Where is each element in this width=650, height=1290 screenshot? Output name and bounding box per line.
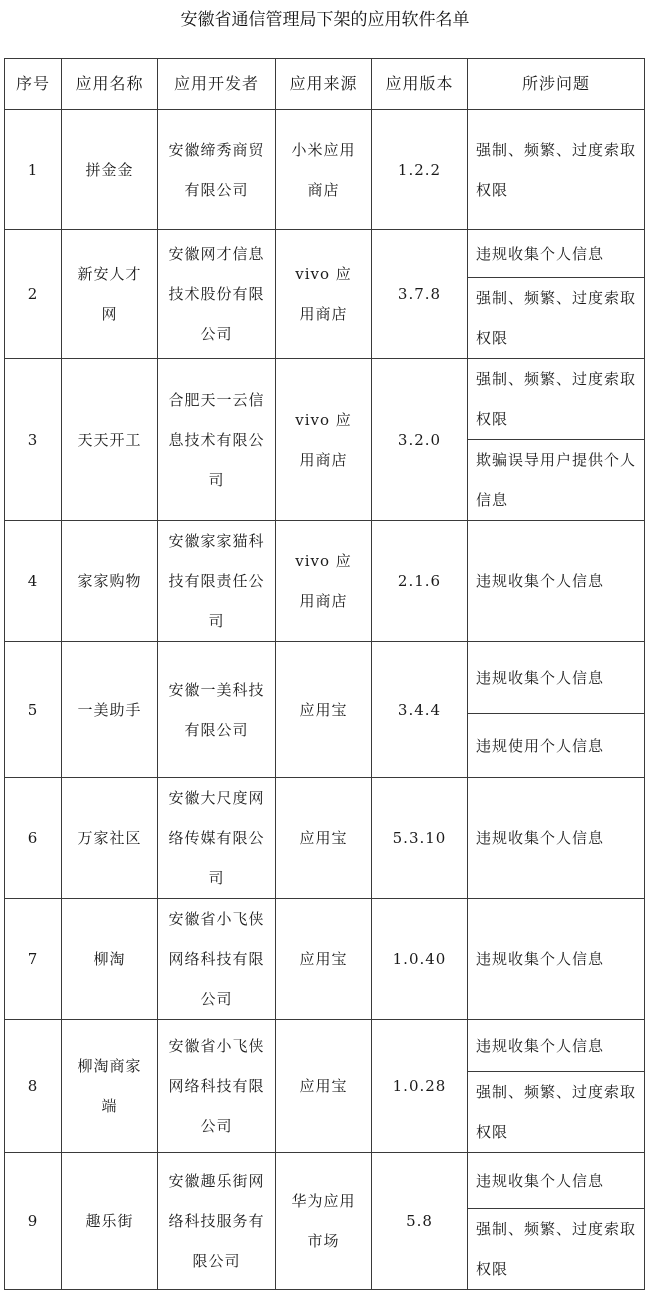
row-version (372, 521, 468, 642)
row-issue (468, 1209, 645, 1290)
row-developer-text: 安徽一美科技有限公司 (168, 680, 265, 739)
row-version (372, 1153, 468, 1290)
row-issue (468, 1020, 645, 1072)
row-developer-text: 合肥天一云信息技术有限公司 (168, 390, 265, 489)
row-issue-text: 违规收集个人信息 (476, 668, 605, 687)
row-issue-text: 强制、频繁、过度索取权限 (476, 289, 637, 347)
row-version-text: 3.4.4 (397, 700, 442, 719)
row-app-name (62, 230, 158, 359)
row-app-name (62, 899, 158, 1020)
row-issue (468, 642, 645, 714)
header-app-name: 应用名称 (62, 59, 158, 110)
row-seq-text: 7 (27, 950, 39, 968)
table-row (5, 899, 645, 1020)
row-source (276, 778, 372, 899)
row-seq-text: 9 (27, 1212, 39, 1230)
header-issues: 所涉问题 (468, 59, 645, 110)
row-seq (5, 899, 62, 1020)
header-version: 应用版本 (372, 59, 468, 110)
row-app-name (62, 521, 158, 642)
row-app-name-text: 新安人才网 (77, 265, 142, 323)
row-app-name-text: 柳淘商家端 (77, 1057, 142, 1115)
row-developer (158, 899, 276, 1020)
row-source (276, 899, 372, 1020)
header-seq: 序号 (5, 59, 62, 110)
row-version (372, 1020, 468, 1153)
row-source-text: 应用宝 (299, 700, 348, 719)
row-developer (158, 230, 276, 359)
row-seq-text: 6 (27, 829, 39, 847)
row-issue (468, 1072, 645, 1153)
table-body (5, 110, 645, 1290)
row-version-text: 1.2.2 (397, 160, 442, 179)
row-seq (5, 359, 62, 521)
row-version-text: 5.3.10 (392, 829, 447, 847)
row-source (276, 642, 372, 778)
row-app-name-text: 趣乐街 (85, 1212, 134, 1230)
row-app-name-text: 天天开工 (77, 430, 142, 449)
row-issue (468, 521, 645, 642)
app-list-table (4, 58, 645, 1290)
row-seq-text: 8 (27, 1077, 39, 1095)
row-issue-text: 违规收集个人信息 (476, 1171, 605, 1190)
row-source-text: 华为应用市场 (291, 1192, 356, 1250)
header-source: 应用来源 (276, 59, 372, 110)
row-seq (5, 521, 62, 642)
row-version (372, 899, 468, 1020)
row-source-text: 应用宝 (299, 950, 348, 968)
row-issue (468, 440, 645, 521)
row-issue-text: 违规收集个人信息 (476, 572, 605, 590)
row-seq (5, 778, 62, 899)
row-version-text: 2.1.6 (397, 572, 442, 590)
row-developer (158, 1020, 276, 1153)
row-seq-text: 2 (27, 285, 39, 303)
table-row (5, 521, 645, 642)
row-seq (5, 642, 62, 778)
row-developer-text: 安徽网才信息技术股份有限公司 (168, 245, 265, 343)
row-developer-text: 安徽大尺度网络传媒有限公司 (168, 789, 265, 887)
row-app-name-text: 拼金金 (85, 160, 134, 179)
row-seq-text: 3 (27, 430, 39, 449)
row-seq-text: 5 (27, 700, 39, 719)
row-developer-text: 安徽省小飞侠网络科技有限公司 (168, 910, 265, 1008)
row-developer-text: 安徽趣乐街网络科技服务有限公司 (168, 1172, 265, 1270)
row-developer (158, 359, 276, 521)
row-seq-text: 4 (27, 572, 39, 590)
row-seq (5, 110, 62, 230)
row-issue-text: 强制、频繁、过度索取权限 (476, 1083, 637, 1141)
row-source (276, 230, 372, 359)
row-version (372, 230, 468, 359)
table-row (5, 359, 645, 440)
row-source (276, 521, 372, 642)
row-developer-text: 安徽家家猫科技有限责任公司 (168, 532, 265, 630)
table-row (5, 230, 645, 278)
row-version-text: 1.0.40 (392, 950, 447, 968)
row-source (276, 1020, 372, 1153)
row-issue-text: 强制、频繁、过度索取权限 (476, 140, 637, 199)
row-issue (468, 1153, 645, 1209)
row-version (372, 110, 468, 230)
row-issue-text: 违规收集个人信息 (476, 244, 605, 263)
row-seq (5, 230, 62, 359)
table-row (5, 1020, 645, 1072)
row-app-name-text: 柳淘 (93, 950, 126, 968)
row-issue-text: 强制、频繁、过度索取权限 (476, 1220, 637, 1278)
row-version (372, 642, 468, 778)
row-issue-text: 违规使用个人信息 (476, 736, 605, 755)
row-app-name-text: 一美助手 (77, 700, 142, 719)
row-issue (468, 359, 645, 440)
row-app-name (62, 1153, 158, 1290)
row-issue-text: 违规收集个人信息 (476, 1036, 605, 1055)
row-version-text: 3.2.0 (397, 430, 442, 449)
table-row (5, 1153, 645, 1209)
row-source-text: 小米应用商店 (291, 140, 356, 199)
row-issue (468, 110, 645, 230)
table-row (5, 642, 645, 714)
row-issue-text: 违规收集个人信息 (476, 829, 605, 847)
row-issue (468, 278, 645, 359)
row-issue-text: 欺骗误导用户提供个人信息 (476, 451, 637, 509)
table-row (5, 778, 645, 899)
row-source-text: 应用宝 (299, 829, 348, 847)
row-seq (5, 1020, 62, 1153)
row-version-text: 3.7.8 (397, 285, 442, 303)
row-version (372, 778, 468, 899)
row-issue (468, 230, 645, 278)
row-developer-text: 安徽省小飞侠网络科技有限公司 (168, 1037, 265, 1135)
row-issue-text: 强制、频繁、过度索取权限 (476, 370, 637, 428)
page-title: 安徽省通信管理局下架的应用软件名单 (180, 10, 470, 30)
row-app-name-text: 家家购物 (77, 572, 142, 590)
row-issue (468, 714, 645, 778)
row-source (276, 359, 372, 521)
row-developer (158, 110, 276, 230)
row-developer (158, 1153, 276, 1290)
row-app-name (62, 778, 158, 899)
row-source-text: vivo 应用商店 (295, 552, 352, 610)
row-source-text: 应用宝 (299, 1077, 348, 1095)
row-app-name (62, 642, 158, 778)
table-row (5, 110, 645, 230)
table-header-row (5, 59, 645, 110)
row-source (276, 110, 372, 230)
row-version-text: 5.8 (406, 1212, 433, 1230)
row-developer (158, 778, 276, 899)
row-version (372, 359, 468, 521)
row-version-text: 1.0.28 (392, 1077, 447, 1095)
row-source-text: vivo 应用商店 (295, 410, 352, 469)
row-issue (468, 899, 645, 1020)
row-developer-text: 安徽缔秀商贸有限公司 (168, 140, 265, 199)
row-seq (5, 1153, 62, 1290)
row-seq-text: 1 (27, 160, 39, 179)
row-app-name (62, 359, 158, 521)
row-issue (468, 778, 645, 899)
row-source (276, 1153, 372, 1290)
row-developer (158, 642, 276, 778)
row-issue-text: 违规收集个人信息 (476, 950, 605, 968)
row-app-name-text: 万家社区 (77, 829, 142, 847)
row-source-text: vivo 应用商店 (295, 265, 352, 323)
header-developer: 应用开发者 (158, 59, 276, 110)
row-developer (158, 521, 276, 642)
row-app-name (62, 1020, 158, 1153)
row-app-name (62, 110, 158, 230)
